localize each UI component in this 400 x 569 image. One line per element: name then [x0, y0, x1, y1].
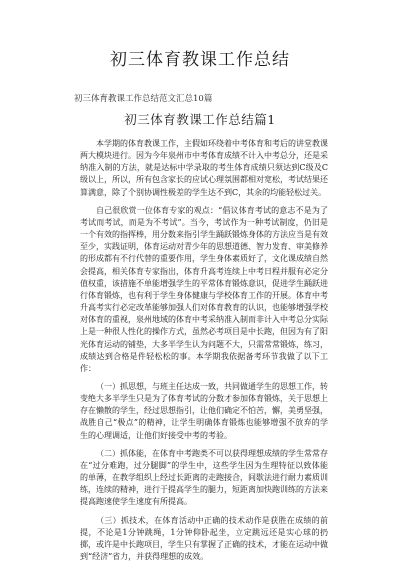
- section-heading: 初三体育教课工作总结篇1: [124, 112, 276, 127]
- paragraph-1: 本学期的体育教课工作，主假如环绕着中考体育和考后的讲堂教课两大模块进行。因为今年泉州市中考体育成绩不计入中考总分，还是采纳准入制的方法，就是达标中学录取的考生体育成绩只须达到C级及C级以上，所以，所有包含家长的应试心理氛围都相对宽松，考试结果还算满意，除了个别协调性极差的学生达不到C，其余的均能轻松过关。: [80, 139, 328, 197]
- document-subtitle: 初三体育教课工作总结范文汇总10篇: [74, 94, 213, 104]
- paragraph-2: 自己很欣赏一位体育专家的观点：“倡议体育考试的意志不是为了考试而考试，而是为不考试”。当今，考试作为一种考试制度，仍旧是一个有效的指挥棒，用分数来指引学生踊跃锻炼身体的方法应当是有效至少，实践证明，体育运动对青少年的思想道德、智力发育、审美修养的形成都有不行代替的重要作用，学生身体素质好了，文化课成绩自然会提高，相关体育专家指出，体育升高考连续上中考日程并服有必定分值权重，该措施不单能增强学生的平常体育锻炼意识，促进学生踊跃进行体育锻炼，也有利于学生身体健康与学校体育工作的开展。体育中考升高考实行必定改革能够加强人们对体育教育的认识，也能够增强学校对体育的重视，泉州地域的体育中考采纳准入制而非计入中考总分实际上是一种很人性化的操作方式，虽然必考项目是中长跑，但因为有了阳光体育运动的铺垫，大多半学生认为问题不大，只需常常锻炼，练习，成绩达到合格是件轻松松的事。本学期我依据备考环节我做了以下工作：: [80, 205, 328, 373]
- paragraph-5: （三）抓技术，在体育活动中正确的技术动作是获胜在成绩的前提，不论是1分钟跳绳，1分钟仰卧起坐，立定跳远还是实心球的扔掷，或许是中长跑项目，学生只有掌握了正确的技术，才能在运动中做到“经济”省力，并获得理想的成效。: [80, 515, 328, 561]
- paragraph-4: （二）抓体能，在体育中考跑类不可以获得理想成绩的学生常常存在“过分难跑，过分腿脚”的学生中，这些学生因为生理特征以致体能的单薄，在教学组织上经过长距离的走跑接合，间歇法进行耐力素质训练，连续的精神，进行于提高学生的腿力，短距离加快跑训练的方法来提高跑速使学生速度有所提高。: [80, 448, 328, 507]
- body-text: [80, 138, 328, 569]
- paragraph-3: （一）抓思想，与班主任达成一致，共同做通学生的思想工作，转变绝大多半学生只是为了体育考试的分数才参加体育锻炼，关于思想上存在懒散的学生，经过思想指引，让他们确定不怕苦，懈，美勇坚强，战胜自己“极点”的精神，让学生明确体育锻炼也能够增强不放弃的学生的心理调适，让他们好接受中考的考验。: [80, 381, 328, 440]
- document-title: 初三体育教课工作总结: [110, 50, 290, 70]
